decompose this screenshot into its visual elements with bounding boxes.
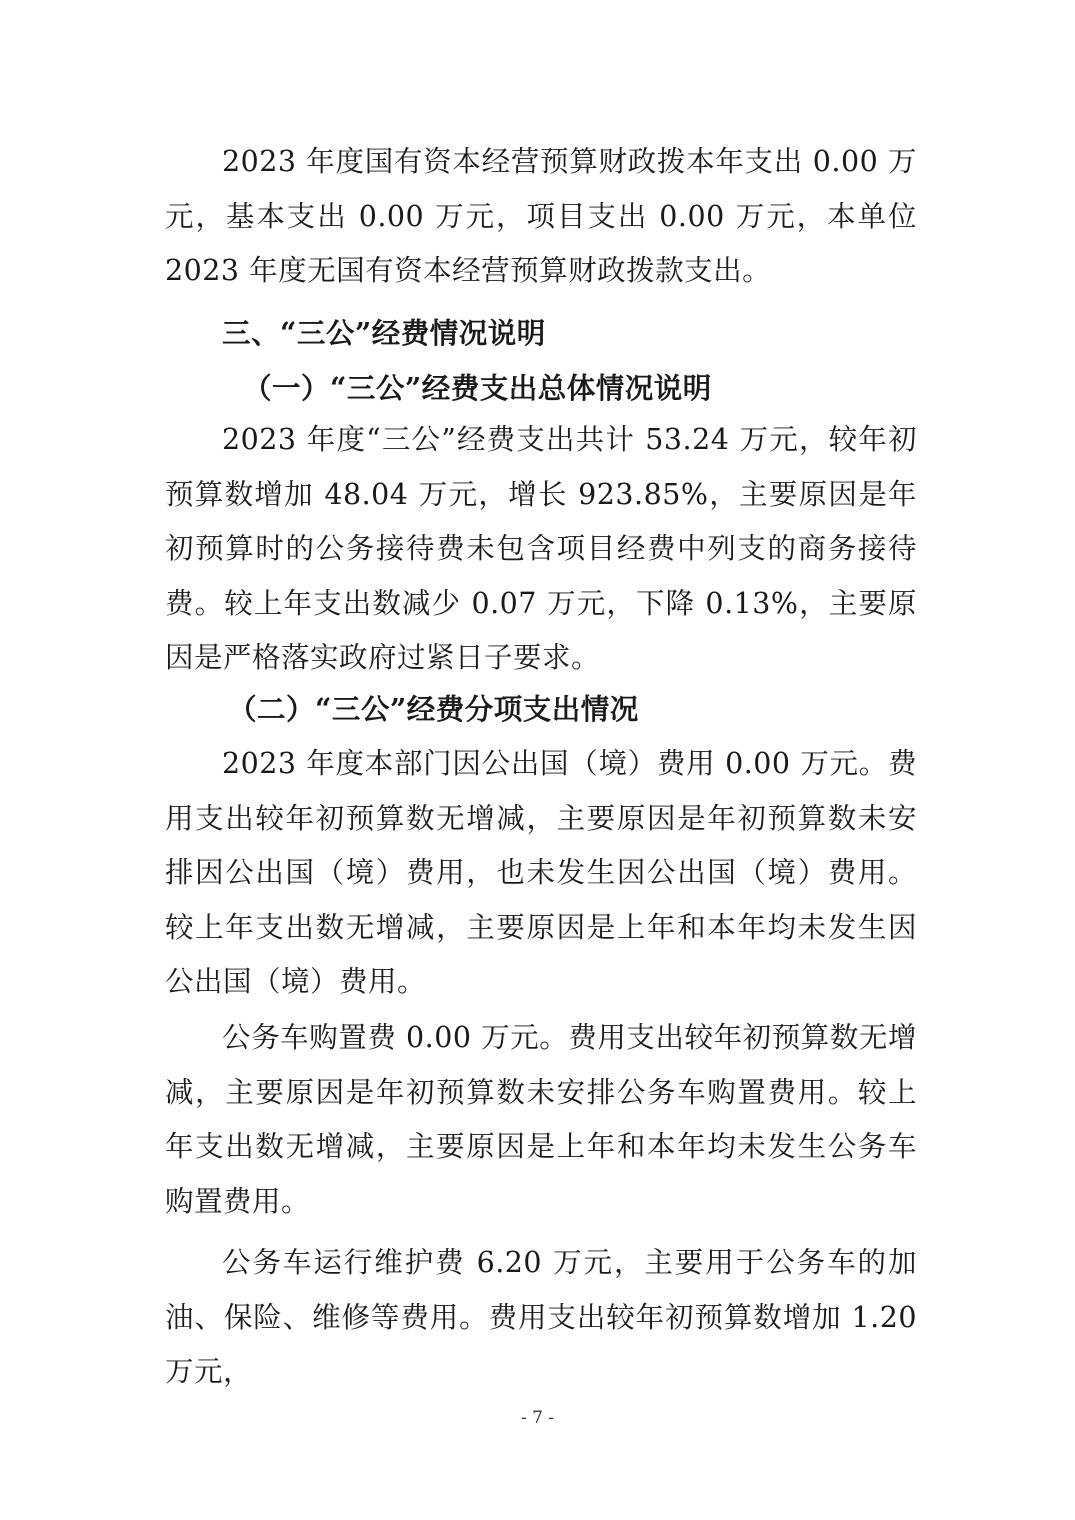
page-number: - 7 - [520, 1408, 555, 1428]
section-heading-three-public-expenses: 三、“三公”经费情况说明 [222, 316, 546, 350]
paragraph-overall-expenses: 2023 年度“三公”经费支出共计 53.24 万元，较年初预算数增加 48.04 万元，增长 923.85%，主要原因是年初预算时的公务接待费未包含项目经费中列支的商务接待费。较上年支出数减少 0.07 万元，下降 0.13%，主要原因是严格落实政府过紧日子要求。 [165, 423, 917, 674]
paragraph-state-capital-budget: 2023 年度国有资本经营预算财政拨本年支出 0.00 万元，基本支出 0.00 万元，项目支出 0.00 万元，本单位 2023 年度无国有资本经营预算财政拨款支出。 [165, 145, 917, 287]
paragraph-vehicle-purchase: 公务车购置费 0.00 万元。费用支出较年初预算数无增减，主要原因是年初预算数未安排公务车购置费用。较上年支出数无增减，主要原因是上年和本年均未发生公务车购置费用。 [165, 1021, 917, 1218]
subheading-overall-expenses: （一）“三公”经费支出总体情况说明 [243, 371, 712, 405]
subheading-itemized-expenses: （二）“三公”经费分项支出情况 [228, 692, 639, 726]
paragraph-vehicle-maintenance: 公务车运行维护费 6.20 万元，主要用于公务车的加油、保险、维修等费用。费用支出较年初预算数增加 1.20 万元， [165, 1246, 917, 1388]
paragraph-overseas-travel: 2023 年度本部门因公出国（境）费用 0.00 万元。费用支出较年初预算数无增减，主要原因是年初预算数未安排因公出国（境）费用，也未发生因公出国（境）费用。较上年支出数无增减，主要原因是上年和本年均未发生因公出国（境）费用。 [165, 747, 917, 998]
